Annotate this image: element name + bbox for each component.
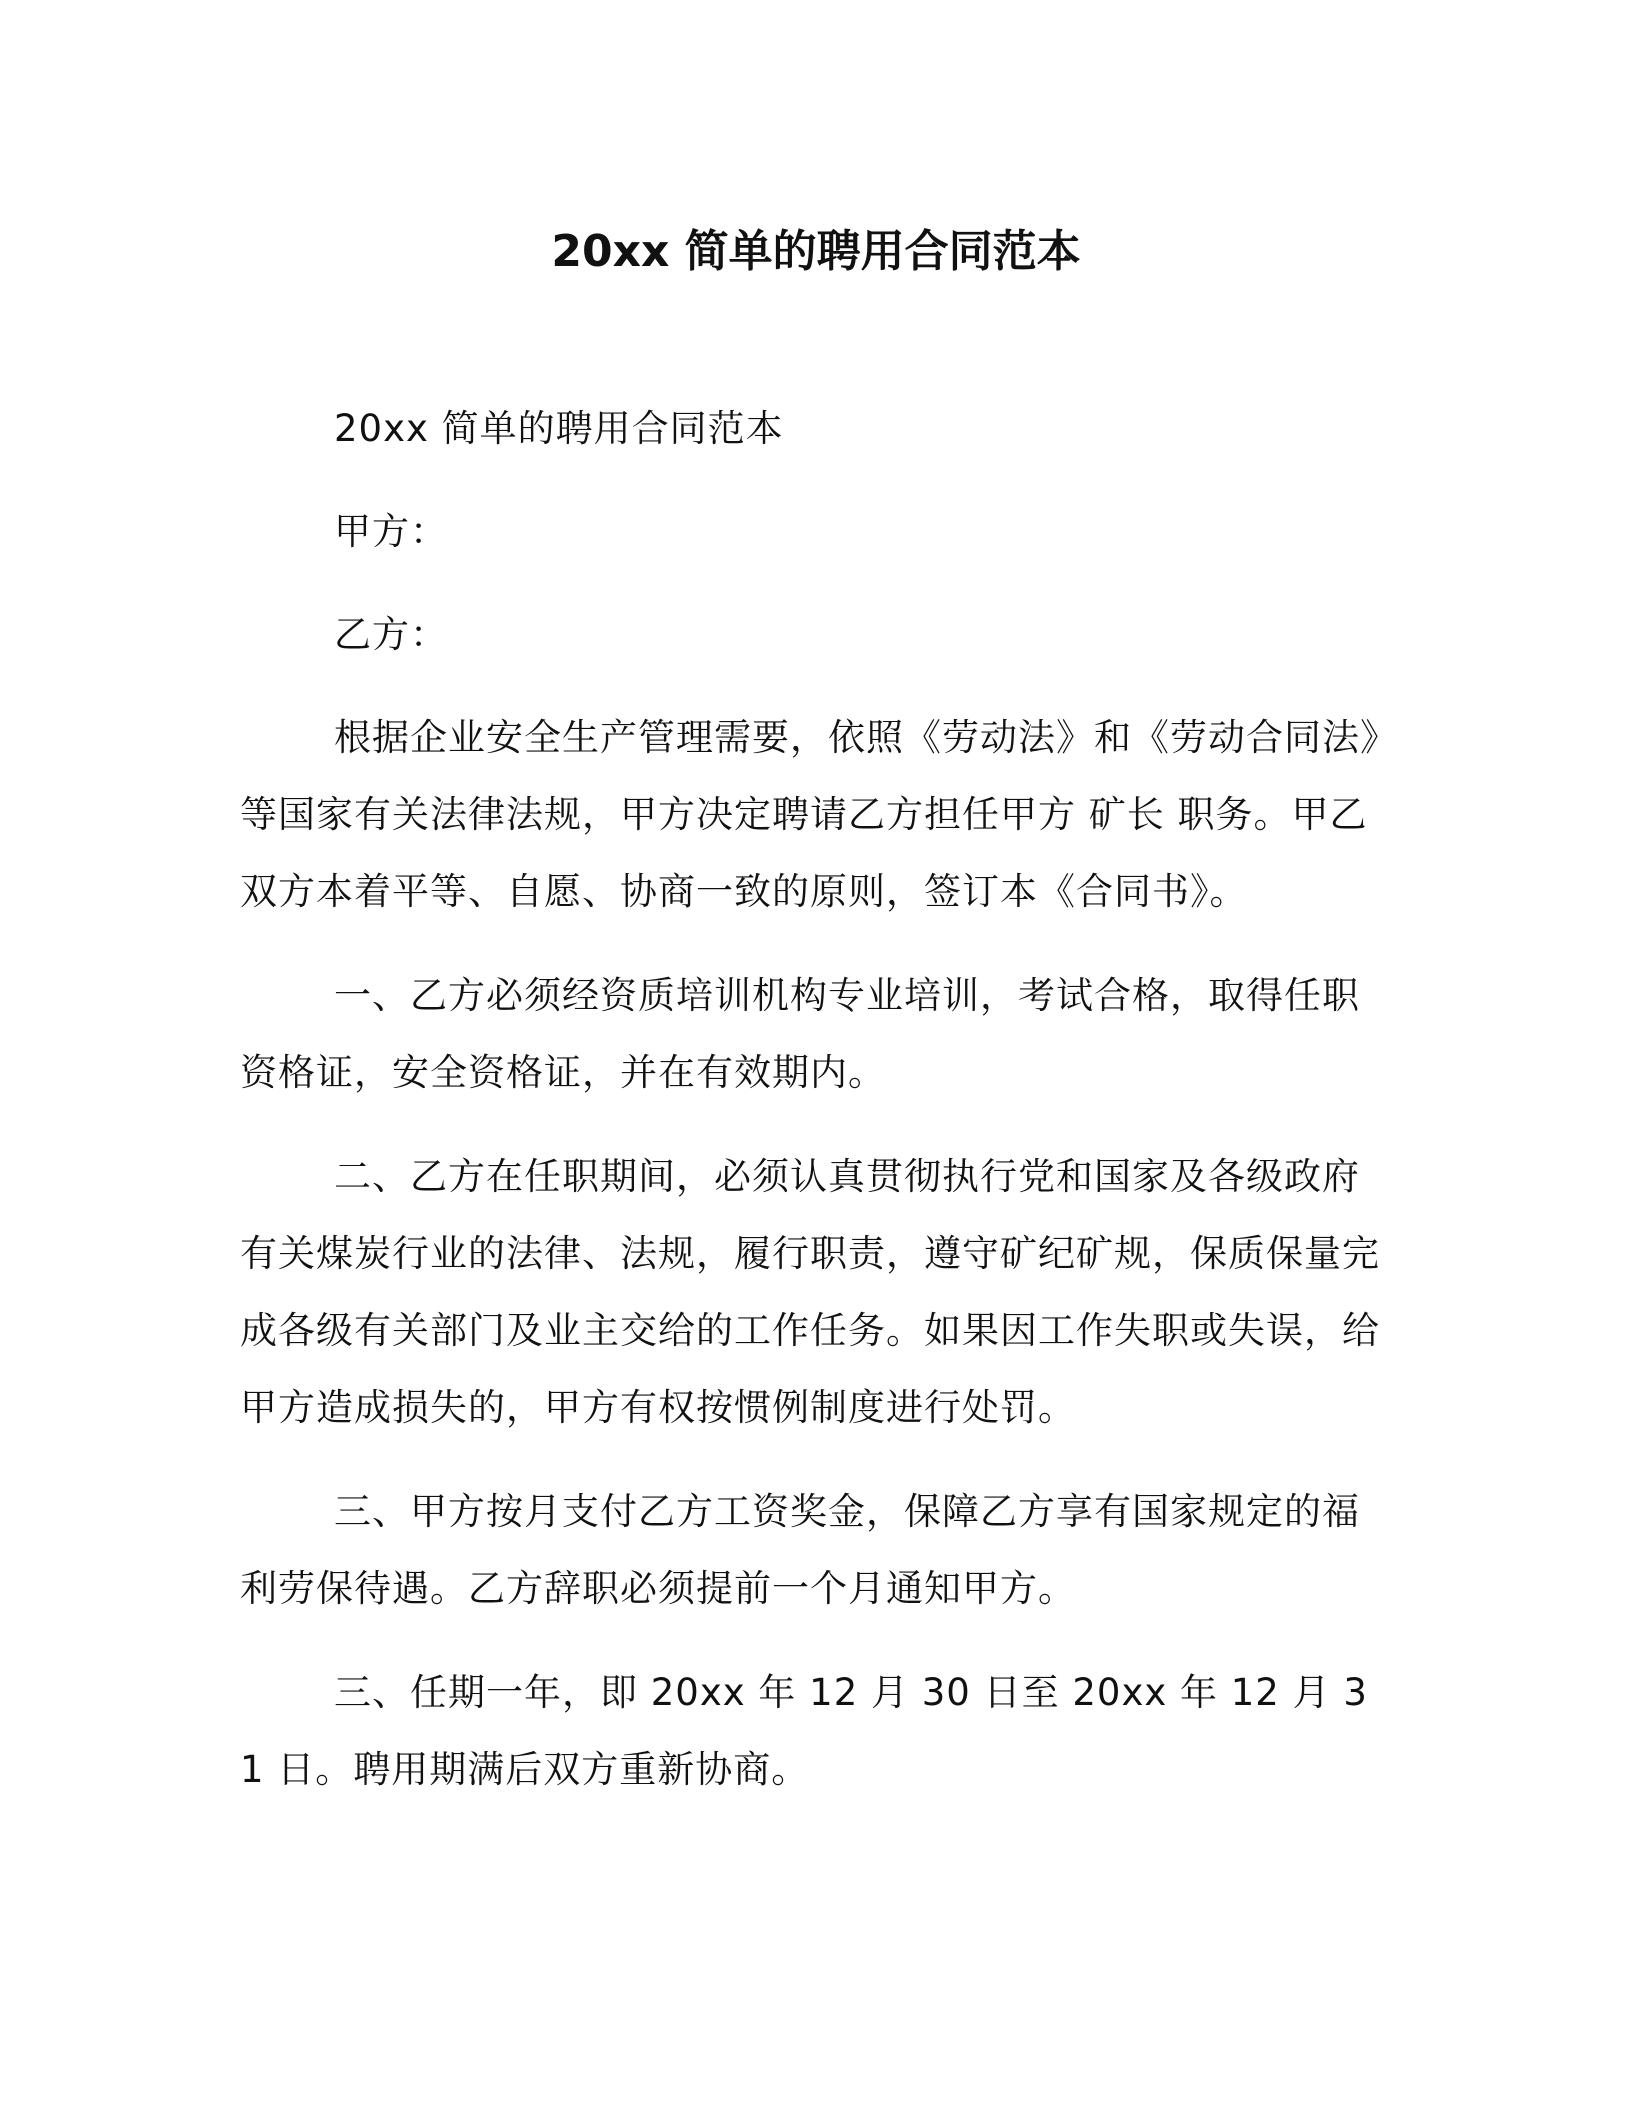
subtitle-paragraph: 20xx 简单的聘用合同范本 [334,407,784,450]
clause-1-paragraph: 一、乙方必须经资质培训机构专业培训，考试合格，取得任职资格证，安全资格证，并在有效期内。 [240,974,1360,1094]
document-body [240,390,1380,1835]
document-title: 20xx 简单的聘用合同范本 [551,226,1081,277]
party-b-line: 乙方： [334,613,448,656]
preamble-paragraph: 根据企业安全生产管理需要，依照《劳动法》和《劳动合同法》等国家有关法律法规，甲方决定聘请乙方担任甲方 矿长 职务。甲乙双方本着平等、自愿、协商一致的原则，签订本《合同书》。 [240,716,1380,913]
clause-2-paragraph: 二、乙方在任职期间，必须认真贯彻执行党和国家及各级政府有关煤炭行业的法律、法规，履行职责，遵守矿纪矿规，保质保量完成各级有关部门及业主交给的工作任务。如果因工作失职或失误，给甲方造成损失的，甲方有权按惯例制度进行处罚。 [240,1155,1380,1429]
clause-3-paragraph: 三、甲方按月支付乙方工资奖金，保障乙方享有国家规定的福利劳保待遇。乙方辞职必须提前一个月通知甲方。 [240,1490,1360,1610]
clause-term-paragraph: 三、任期一年，即 20xx 年 12 月 30 日至 20xx 年 12 月 31 日。聘用期满后双方重新协商。 [240,1671,1368,1791]
party-a-line: 甲方： [334,510,448,553]
